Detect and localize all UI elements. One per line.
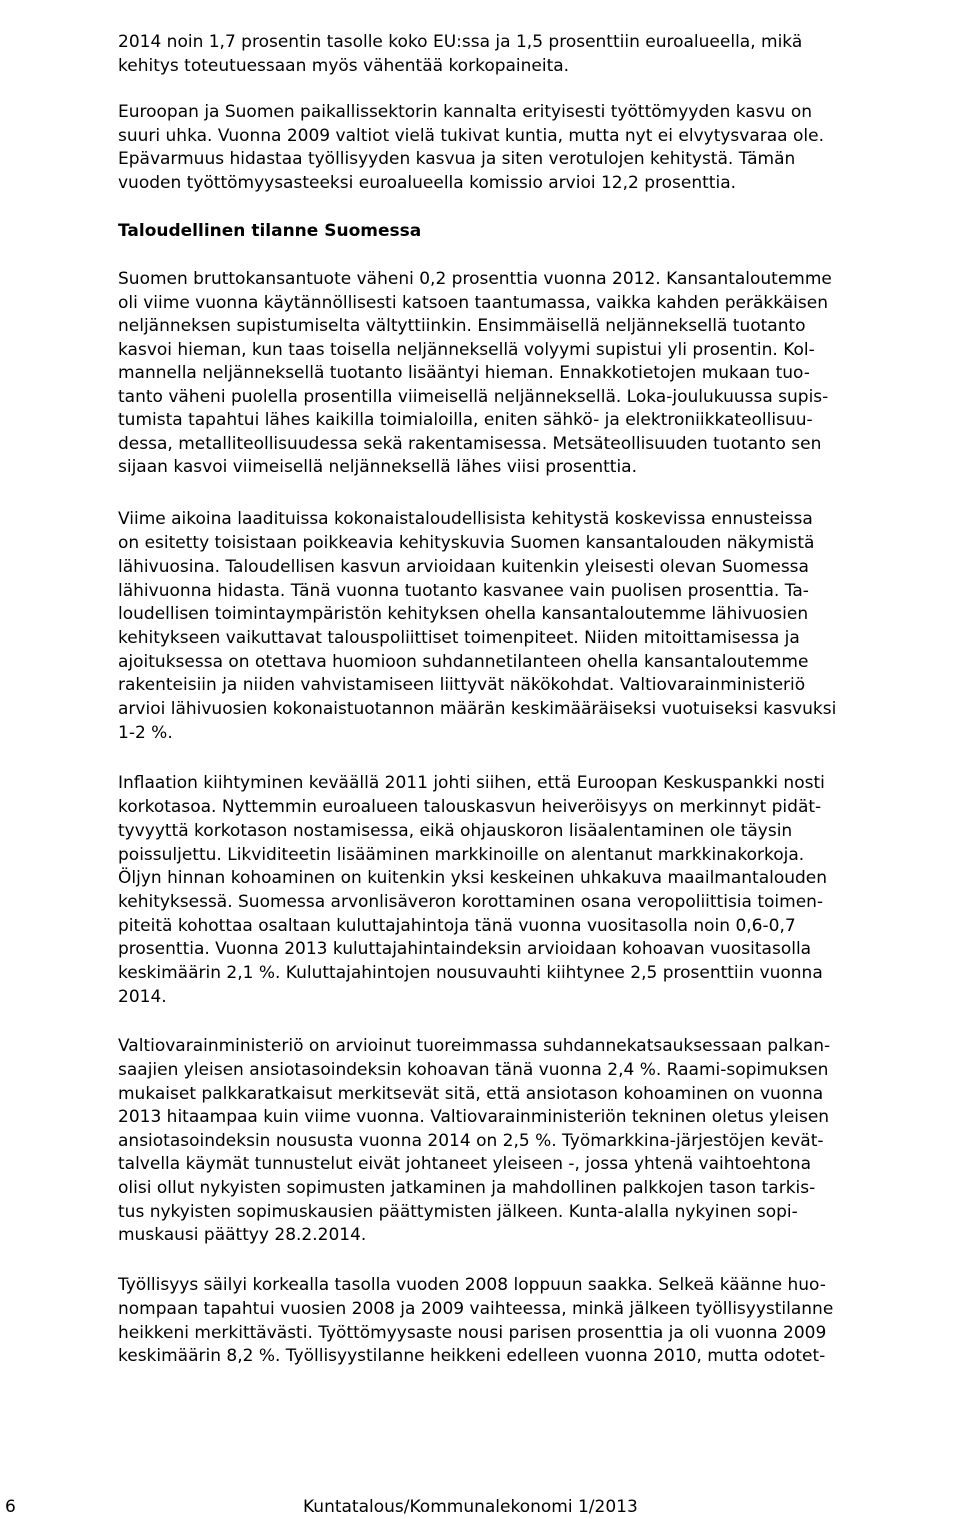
paragraph-5-line-2: korkotasoa. Nyttemmin euroalueen talouskasvun heiveröisyys on merkinnyt pidät-: [118, 797, 822, 817]
page-number: 6: [5, 1497, 16, 1517]
paragraph-4-line-8: rakenteisiin ja niiden vahvistamiseen liittyvät näkökohdat. Valtiovarainministeriö: [118, 675, 806, 695]
paragraph-6-line-3: mukaiset palkkaratkaisut merkitsevät sitä, että ansiotason kohoaminen on vuonna: [118, 1084, 824, 1104]
paragraph-6-line-1: Valtiovarainministeriö on arvioinut tuoreimmassa suhdannekatsauksessaan palkan-: [118, 1036, 831, 1056]
paragraph-5-line-5: Öljyn hinnan kohoaminen on kuitenkin yksi keskeinen uhkakuva maailmantalouden: [118, 868, 828, 888]
paragraph-4-line-9: arvioi lähivuosien kokonaistuotannon määrän keskimääräiseksi vuotuiseksi kasvuksi: [118, 699, 837, 719]
paragraph-6-line-4: 2013 hitaampaa kuin viime vuonna. Valtiovarainministeriön tekninen oletus yleisen: [118, 1107, 830, 1127]
paragraph-4-line-6: kehitykseen vaikuttavat talouspoliittiset toimenpiteet. Niiden mitoittamisessa ja: [118, 628, 800, 648]
paragraph-4-line-3: lähivuosina. Taloudellisen kasvun arvioidaan kuitenkin yleisesti olevan Suomessa: [118, 557, 809, 577]
paragraph-4-line-7: ajoituksessa on otettava huomioon suhdannetilanteen ohella kansantaloutemme: [118, 652, 809, 672]
paragraph-6-line-8: tus nykyisten sopimuskausien päättymisten jälkeen. Kunta-alalla nykyinen sopi-: [118, 1202, 798, 1222]
paragraph-5-line-7: piteitä kohottaa osaltaan kuluttajahintoja tänä vuonna vuositasolla noin 0,6-0,7: [118, 916, 796, 936]
paragraph-3-line-3: neljänneksen supistumiselta vältyttiinkin. Ensimmäisellä neljänneksellä tuotanto: [118, 316, 806, 336]
paragraph-2-line-3: Epävarmuus hidastaa työllisyyden kasvua ja siten verotulojen kehitystä. Tämän: [118, 149, 796, 169]
paragraph-5-line-4: poissuljettu. Likviditeetin lisääminen markkinoille on alentanut markkinakorkoja.: [118, 845, 805, 865]
section-heading: Taloudellinen tilanne Suomessa: [118, 221, 422, 241]
paragraph-3-line-1: Suomen bruttokansantuote väheni 0,2 prosenttia vuonna 2012. Kansantaloutemme: [118, 269, 832, 289]
paragraph-3-line-5: mannella neljänneksellä tuotanto lisääntyi hieman. Ennakkotietojen mukaan tuo-: [118, 363, 810, 383]
paragraph-6-line-2: saajien yleisen ansiotasoindeksin kohoavan tänä vuonna 2,4 %. Raami-sopimuksen: [118, 1060, 829, 1080]
paragraph-1-line-2: kehitys toteutuessaan myös vähentää korkopaineita.: [118, 56, 570, 76]
paragraph-3-line-2: oli viime vuonna käytännöllisesti katsoen taantumassa, vaikka kahden peräkkäisen: [118, 293, 828, 313]
paragraph-5-line-1: Inflaation kiihtyminen keväällä 2011 johti siihen, että Euroopan Keskuspankki nosti: [118, 773, 825, 793]
paragraph-2-line-2: suuri uhka. Vuonna 2009 valtiot vielä tukivat kuntia, mutta nyt ei elvytysvaraa ole.: [118, 126, 824, 146]
paragraph-3-line-8: dessa, metalliteollisuudessa sekä rakentamisessa. Metsäteollisuuden tuotanto sen: [118, 434, 822, 454]
paragraph-2-line-1: Euroopan ja Suomen paikallissektorin kannalta erityisesti työttömyyden kasvu on: [118, 102, 812, 122]
paragraph-6-line-5: ansiotasoindeksin noususta vuonna 2014 on 2,5 %. Työmarkkina-järjestöjen kevät-: [118, 1131, 824, 1151]
paragraph-4-line-10: 1-2 %.: [118, 723, 173, 743]
paragraph-4-line-1: Viime aikoina laadituissa kokonaistaloudellisista kehitystä koskevissa ennusteissa: [118, 509, 813, 529]
paragraph-7-line-2: nompaan tapahtui vuosien 2008 ja 2009 vaihteessa, minkä jälkeen työllisyystilanne: [118, 1299, 834, 1319]
paragraph-3-line-4: kasvoi hieman, kun taas toisella neljänneksellä volyymi supistui yli prosentin. Kol-: [118, 340, 815, 360]
paragraph-5-line-9: keskimäärin 2,1 %. Kuluttajahintojen nousuvauhti kiihtynee 2,5 prosenttiin vuonna: [118, 963, 823, 983]
paragraph-2-line-4: vuoden työttömyysasteeksi euroalueella komissio arvioi 12,2 prosenttia.: [118, 173, 737, 193]
paragraph-5-line-8: prosenttia. Vuonna 2013 kuluttajahintaindeksin arvioidaan kohoavan vuositasolla: [118, 939, 812, 959]
paragraph-1-line-1: 2014 noin 1,7 prosentin tasolle koko EU:ssa ja 1,5 prosenttiin euroalueella, mikä: [118, 32, 803, 52]
paragraph-7-line-4: keskimäärin 8,2 %. Työllisyystilanne heikkeni edelleen vuonna 2010, mutta odotet-: [118, 1346, 826, 1366]
publication-title: Kuntatalous/Kommunalekonomi 1/2013: [303, 1497, 638, 1517]
paragraph-7-line-1: Työllisyys säilyi korkealla tasolla vuoden 2008 loppuun saakka. Selkeä käänne huo-: [118, 1275, 826, 1295]
paragraph-5-line-3: tyvyyttä korkotason nostamisessa, eikä ohjauskoron lisäalentaminen ole täysin: [118, 821, 793, 841]
paragraph-3-line-7: tumista tapahtui lähes kaikilla toimialoilla, eniten sähkö- ja elektroniikkateollisuu-: [118, 410, 813, 430]
paragraph-5-line-6: kehityksessä. Suomessa arvonlisäveron korottaminen osana veropoliittisia toimen-: [118, 892, 824, 912]
paragraph-3-line-6: tanto väheni puolella prosentilla viimeisellä neljänneksellä. Loka-joulukuussa supis-: [118, 387, 829, 407]
paragraph-6-line-9: muskausi päättyy 28.2.2014.: [118, 1225, 367, 1245]
paragraph-6-line-7: olisi ollut nykyisten sopimusten jatkaminen ja mahdollinen palkkojen tason tarkis-: [118, 1178, 816, 1198]
paragraph-3-line-9: sijaan kasvoi viimeisellä neljänneksellä lähes viisi prosenttia.: [118, 457, 637, 477]
paragraph-4-line-2: on esitetty toisistaan poikkeavia kehityskuvia Suomen kansantalouden näkymistä: [118, 533, 815, 553]
paragraph-4-line-5: loudellisen toimintaympäristön kehityksen ohella kansantaloutemme lähivuosien: [118, 604, 809, 624]
paragraph-7-line-3: heikkeni merkittävästi. Työttömyysaste nousi parisen prosenttia ja oli vuonna 2009: [118, 1323, 827, 1343]
paragraph-6-line-6: talvella käymät tunnustelut eivät johtaneet yleiseen -, jossa yhtenä vaihtoehtona: [118, 1154, 812, 1174]
paragraph-4-line-4: lähivuonna hidasta. Tänä vuonna tuotanto kasvanee vain puolisen prosenttia. Ta-: [118, 581, 809, 601]
paragraph-5-line-10: 2014.: [118, 987, 167, 1007]
